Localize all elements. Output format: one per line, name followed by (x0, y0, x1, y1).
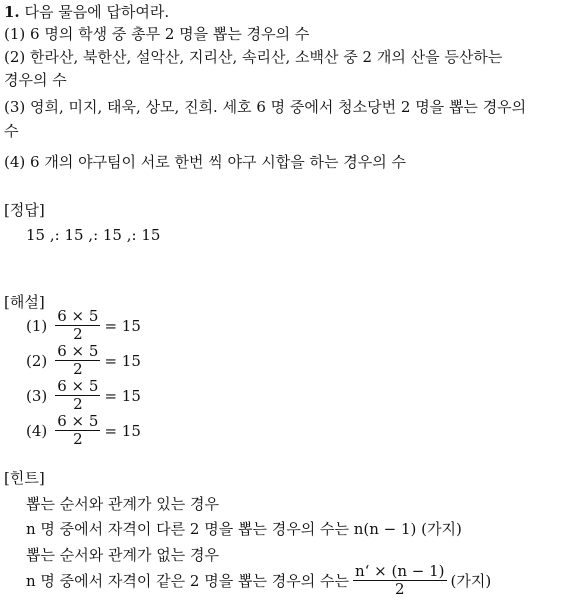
row-result: = 15 (104, 421, 141, 440)
answer-header: [정답] (4, 201, 45, 219)
hint-line-4-prefix: n 명 중에서 자격이 같은 2 명을 뽑는 경우의 수는 (26, 571, 349, 590)
problem-item-3: (3) 영희, 미지, 태욱, 상모, 진희. 세호 6 명 중에서 청소당번 2 명을 뽑는 경우의 (4, 98, 527, 116)
fraction-denominator: 2 (394, 580, 405, 598)
hint-line-1: 뽑는 순서와 관계가 있는 경우 (26, 495, 219, 513)
explanation-row-2 (26, 343, 141, 378)
explanation-header: [해설] (4, 293, 45, 311)
fraction-denominator: 2 (73, 360, 83, 378)
fraction-denominator: 2 (73, 395, 83, 413)
explanation-row-3 (26, 378, 141, 413)
fraction (55, 343, 100, 378)
fraction-denominator: 2 (73, 430, 83, 448)
row-label: (2) (26, 351, 48, 370)
hint-line-4 (26, 563, 491, 598)
row-result: = 15 (104, 316, 141, 335)
fraction-numerator: 6 × 5 (57, 342, 99, 360)
problem-number: 1. (4, 3, 20, 21)
problem-item-2: (2) 한라산, 북한산, 설악산, 지리산, 속리산, 소백산 중 2 개의 산을 등산하는 (4, 48, 503, 66)
row-result: = 15 (104, 351, 141, 370)
fraction-numerator: n‘ × (n − 1) (354, 562, 445, 580)
hint-line-4-suffix: (가지) (450, 571, 492, 590)
explanation-row-4 (26, 413, 141, 448)
fraction (55, 413, 100, 448)
hint-header: [힌트] (4, 469, 45, 487)
problem-item-3-cont: 수 (4, 122, 19, 140)
hint-line-3: 뽑는 순서와 관계가 없는 경우 (26, 546, 219, 564)
problem-item-1: (1) 6 명의 학생 중 총무 2 명을 뽑는 경우의 수 (4, 25, 310, 43)
fraction (353, 563, 447, 598)
fraction (55, 308, 100, 343)
problem-title (4, 2, 169, 22)
fraction (55, 378, 100, 413)
hint-line-2: n 명 중에서 자격이 다른 2 명을 뽑는 경우의 수는 n(n − 1) (가지) (26, 520, 462, 538)
explanation-row-1 (26, 308, 141, 343)
problem-item-2-cont: 경우의 수 (4, 71, 67, 89)
fraction-numerator: 6 × 5 (57, 377, 99, 395)
problem-stem: 다음 물음에 답하여라. (24, 3, 170, 21)
row-label: (4) (26, 421, 48, 440)
problem-item-4: (4) 6 개의 야구팀이 서로 한번 씩 야구 시합을 하는 경우의 수 (4, 153, 407, 171)
fraction-numerator: 6 × 5 (57, 307, 99, 325)
row-label: (1) (26, 316, 48, 335)
fraction-numerator: 6 × 5 (57, 412, 99, 430)
row-label: (3) (26, 386, 48, 405)
row-result: = 15 (104, 386, 141, 405)
fraction-denominator: 2 (73, 325, 83, 343)
answer-text: 15 ,: 15 ,: 15 ,: 15 (26, 226, 161, 244)
